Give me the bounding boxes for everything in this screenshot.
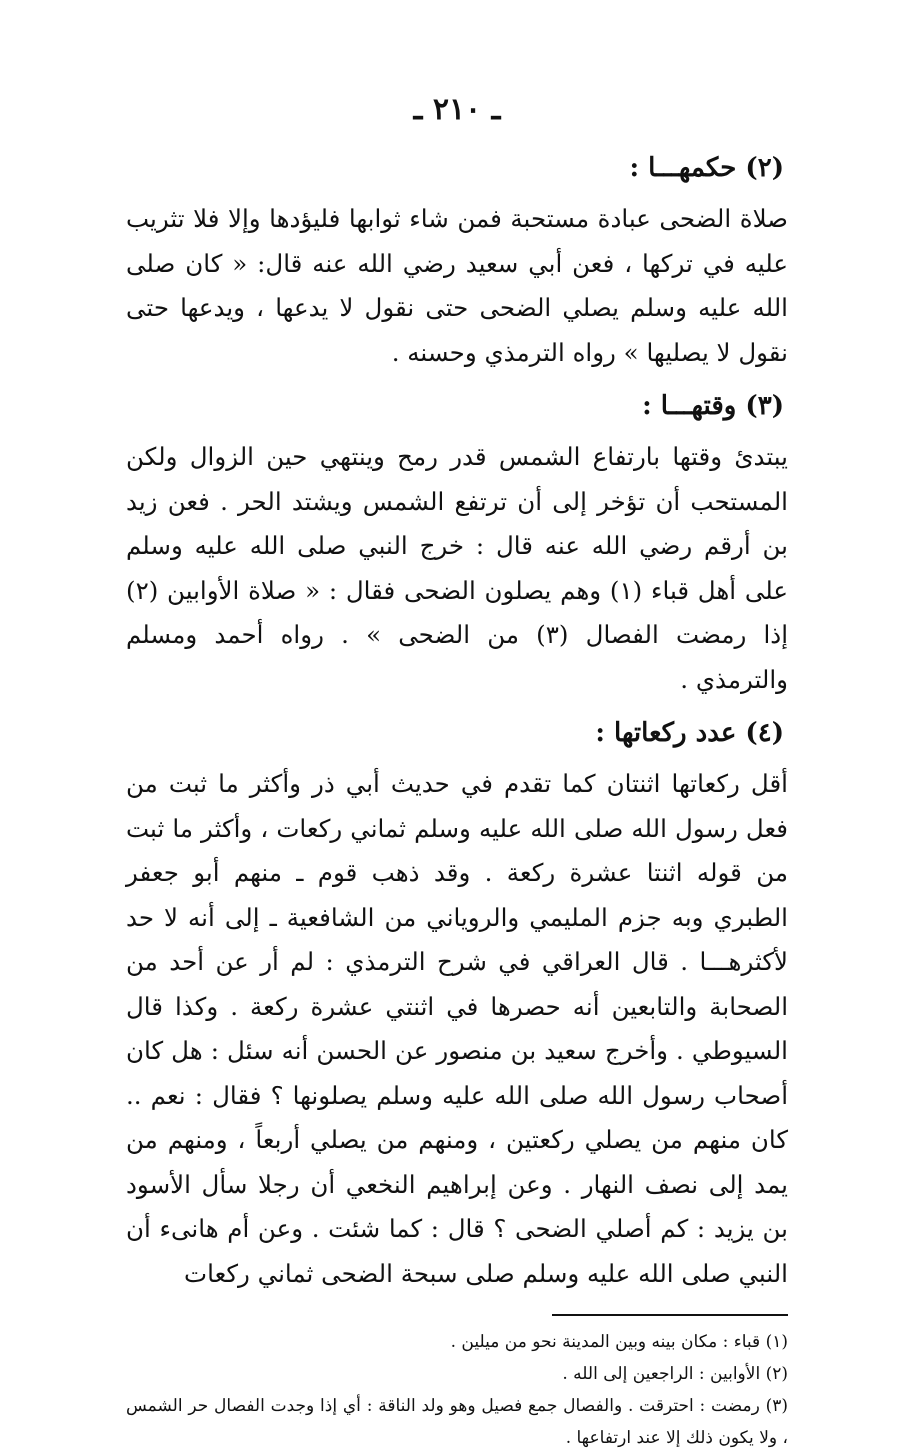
- section-heading-time: (٣) وقتهـــا :: [642, 391, 784, 421]
- section-text-ruling: صلاة الضحى عبادة مستحبة فمن شاء ثوابها فليؤدها وإلا فلا تثريب عليه في تركها ، فعن أبي سعيد رضي الله عنه قال: « كان صلى الله عليه وسلم يصلي الضحى حتى نقول لا يدعها ، ويدعها حتى نقول لا يصليها » رواه الترمذي وحسنه .: [126, 204, 788, 367]
- section-text-rakaat: أقل ركعاتها اثنتان كما تقدم في حديث أبي ذر وأكثر ما ثبت من فعل رسول الله صلى الله عليه وسلم ثماني ركعات ، وأكثر ما ثبت من قوله اثنتا عشرة ركعة . وقد ذهب قوم ـ منهم أبو جعفر الطبري وبه جزم المليمي والروياني من الشافعية ـ إلى أنه لا حد لأكثرهـــا . قال العراقي في شرح الترمذي : لم أر عن أحد من الصحابة والتابعين أنه حصرها في اثنتي عشرة ركعة . وكذا قال السيوطي . وأخرج سعيد بن منصور عن الحسن أنه سئل : هل كان أصحاب رسول الله صلى الله عليه وسلم يصلونها ؟ فقال : نعم .. كان منهم من يصلي ركعتين ، ومنهم من يصلي أربعاً ، ومنهم من يمد إلى نصف النهار . وعن إبراهيم النخعي أن رجلا سأل الأسود بن يزيد : كم أصلي الضحى ؟ قال : كما شئت . وعن أم هانىء أن النبي صلى الله عليه وسلم صلى سبحة الضحى ثماني ركعات: [126, 769, 788, 1288]
- section-rakaat: [126, 718, 788, 1296]
- section-ruling: [126, 153, 788, 375]
- footnotes: [126, 1326, 788, 1454]
- footnote-divider: [552, 1314, 788, 1316]
- section-heading-rakaat: (٤) عدد ركعاتها :: [595, 718, 784, 748]
- footnote-3: (٣) رمضت : احترقت . والفصال جمع فصيل وهو ولد الناقة : أي إذا وجدت الفصال حر الشمس ، ولا يكون ذلك إلا عند ارتفاعها .: [126, 1396, 788, 1448]
- page-number: ـ ٢١٠ ـ: [413, 92, 501, 127]
- section-heading-ruling: (٢) حكمهـــا :: [629, 153, 784, 183]
- footnote-1: (١) قباء : مكان بينه وبين المدينة نحو من ميلين .: [450, 1332, 788, 1352]
- footnote-2: (٢) الأوابين : الراجعين إلى الله .: [562, 1364, 788, 1384]
- section-time: [126, 391, 788, 702]
- section-text-time: يبتدئ وقتها بارتفاع الشمس قدر رمح وينتهي حين الزوال ولكن المستحب أن تؤخر إلى أن ترتفع الشمس ويشتد الحر . فعن زيد بن أرقم رضي الله عنه قال : خرج النبي صلى الله عليه وسلم على أهل قباء (١) وهم يصلون الضحى فقال : « صلاة الأوابين (٢) إذا رمضت الفصال (٣) من الضحى » . رواه أحمد ومسلم والترمذي .: [126, 442, 789, 694]
